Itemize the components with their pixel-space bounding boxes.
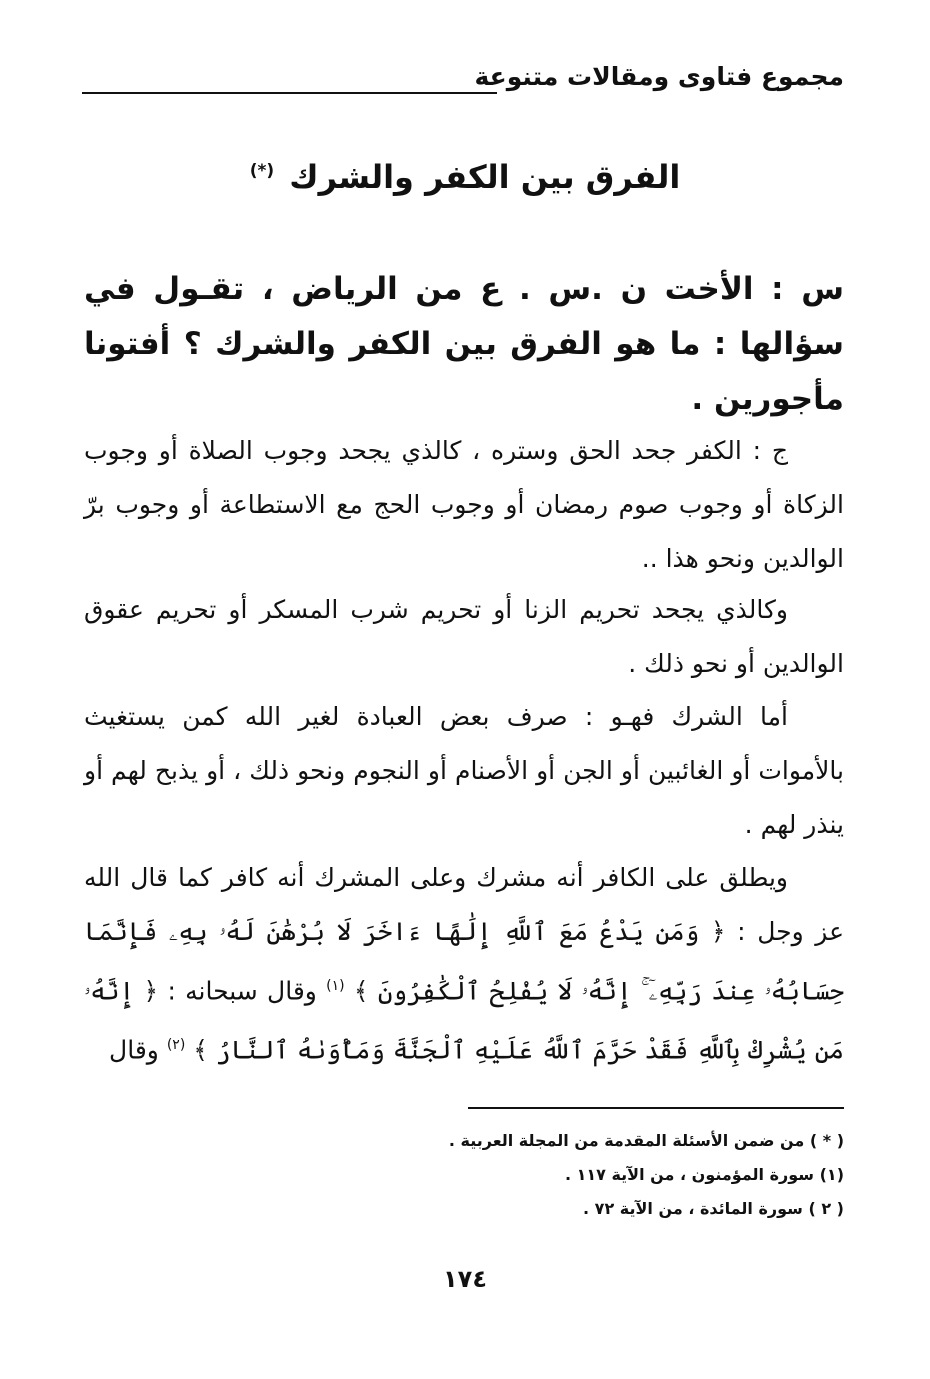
footnote-2: ( ٢ ) سورة المائدة ، من الآية ٧٢ . [583,1199,844,1218]
header-rule [82,92,497,94]
page-number: ١٧٤ [443,1265,487,1293]
footnote-1: (١) سورة المؤمنون ، من الآية ١١٧ . [564,1165,844,1184]
footnote-ref-1: (١) [326,978,345,994]
article-title-line [0,158,930,196]
article-title: الفرق بين الكفر والشرك [289,158,681,196]
question-paragraph: س : الأخت ن .س . ع من الرياض ، تقـول في سؤالها : ما هو الفرق بين الكفر والشرك ؟ أفتونا مأجورين . [84,271,844,417]
answer-paragraph-3-text: أما الشرك فهـو : صرف بعض العبادة لغير الله كمن يستغيث بالأموات أو الغائبين أو الجن أو الأصنام أو النجوم ونحو ذلك ، أو يذبح لهم أو ينذر لهم . [84,702,844,839]
answer-paragraph-4 [84,851,844,1078]
answer-paragraph-2-text: وكالذي يجحد تحريم الزنا أو تحريم شرب المسكر أو تحريم عقوق الوالدين أو نحو ذلك . [84,595,844,678]
paragraph-4-end: وقال [109,1035,159,1065]
quran-verse-1: ﴿ وَمَن يَدْعُ مَعَ ٱللَّهِ إِلَٰهًا ءَاخَرَ لَا بُرْهَٰنَ لَهُۥ بِهِۦ فَإِنَّمَا حِسَابُهُۥ عِندَ رَبِّهِۦٓ ۚ إِنَّهُۥ لَا يُفْلِحُ ٱلْكَٰفِرُونَ ﴾ [84,917,845,1006]
paragraph-4-middle: وقال سبحانه : [167,976,317,1006]
quran-verse-2: ﴿ إِنَّهُۥ مَن يُشْرِكْ بِٱللَّهِ فَقَدْ حَرَّمَ ٱللَّهُ عَلَيْهِ ٱلْجَنَّةَ وَمَأْوَىٰهُ ٱلنَّارُ ﴾ [84,976,844,1065]
paragraph-4-intro: ويطلق على الكافر أنه مشرك وعلى المشرك أنه كافر كما قال الله عز وجل : [84,863,844,946]
title-footnote-marker: (*) [249,161,275,182]
footnote-rule [468,1107,844,1109]
running-header [82,62,844,102]
footnotes [84,1124,844,1226]
answer-paragraph-1 [84,424,844,586]
footnote-ref-2: (٢) [166,1037,186,1054]
answer-paragraph-1-text: ج : الكفر جحد الحق وستره ، كالذي يجحد وجوب الصلاة أو وجوب الزكاة أو وجوب صوم رمضان أو وجوب الحج مع الاستطاعة أو وجوب برّ الوالدين ونحو هذا .. [84,436,844,573]
footnote-source: ( * ) من ضمن الأسئلة المقدمة من المجلة العربية . [448,1131,844,1150]
answer-paragraph-2 [84,583,844,691]
running-title: مجموع فتاوى ومقالات متنوعة [474,62,844,91]
answer-paragraph-3 [84,690,844,852]
